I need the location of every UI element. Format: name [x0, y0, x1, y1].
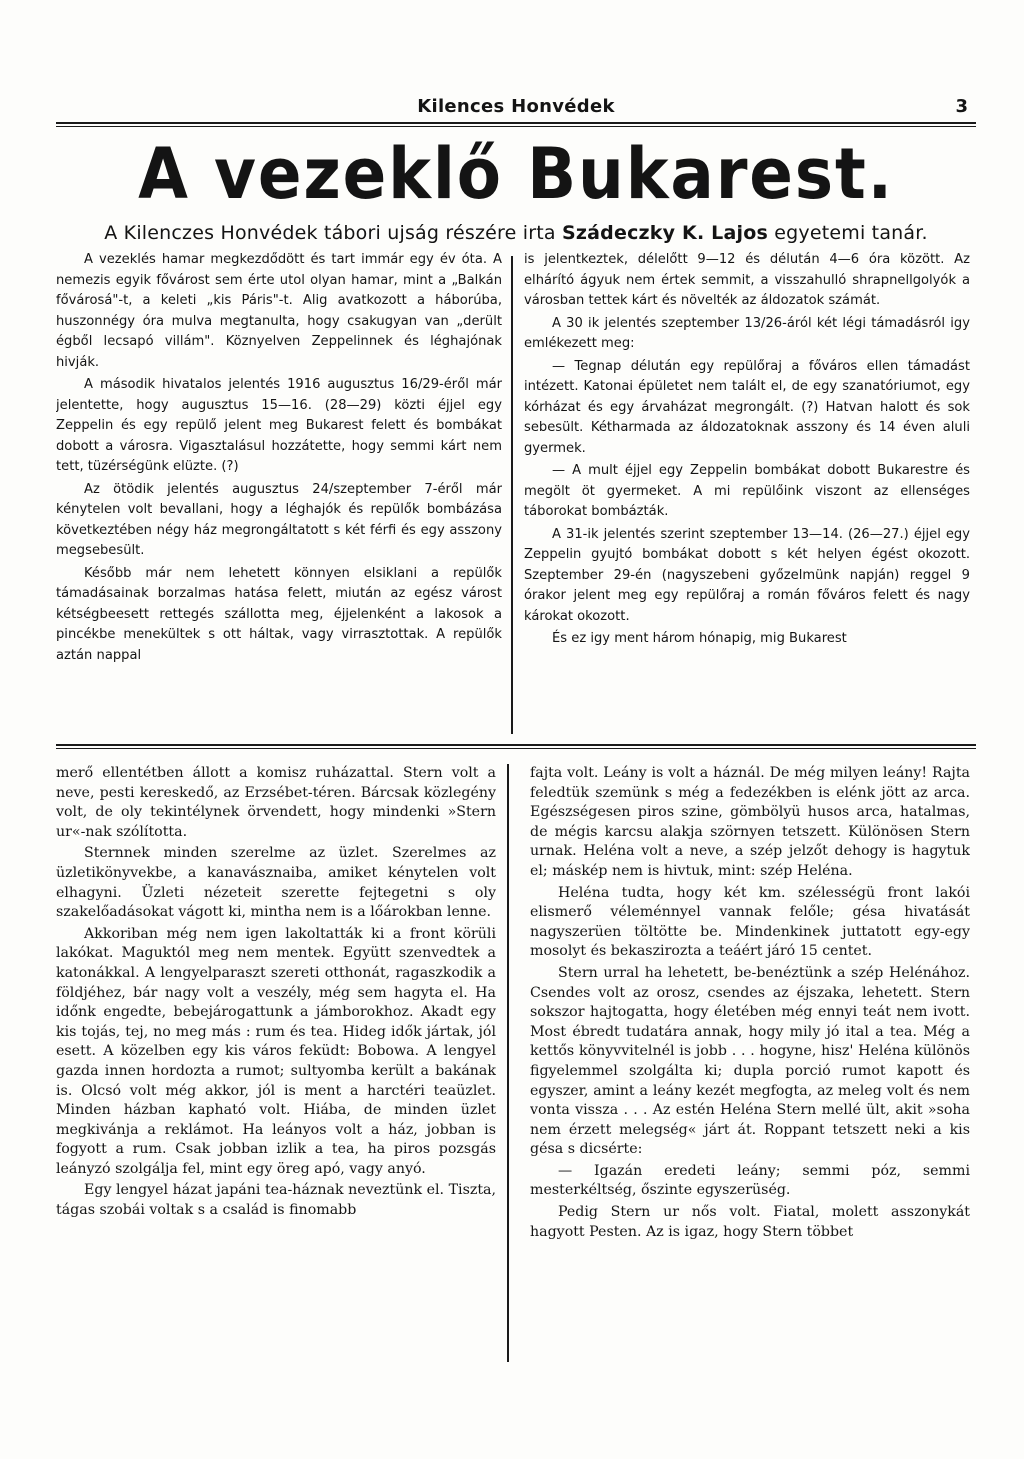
story-right-column	[530, 764, 970, 1364]
article-column-divider	[511, 256, 513, 734]
article-paragraph: — Tegnap délután egy repülőraj a főváros ellen támadást intézett. Katonai épületet nem talált el, de egy szanatóriumot, egy kórházat és egy árvaházat megrongált. (?) Hatvan halott és sok sebesült. Kétharmada az áldozatoknak asszony és 14 éven aluli gyermek.	[524, 358, 970, 456]
story-paragraph: Heléna tudta, hogy két km. szélességü front lakói elismerő véleménnyel vannak felőle; gésa hivatását nagyszerüen töltötte be. Mindenkinek juttatott egy-egy mosolyt és bekaszirozta a teáért járó 15 centet.	[530, 884, 970, 960]
byline-prefix: A Kilenczes Honvédek tábori ujság részére irta	[104, 222, 556, 244]
story-paragraph: Egy lengyel házat japáni tea-háznak neveztünk el. Tiszta, tágas szobái voltak s a család is finomabb	[56, 1182, 496, 1219]
article-paragraph: A 30 ik jelentés szeptember 13/26-áról két légi támadásról igy emlékezett meg:	[524, 315, 970, 351]
story-paragraph: Stern urral ha lehetett, be-benéztünk a szép Helénához. Csendes volt az orosz, csendes az éjszaka, lehetett. Stern sokszor hajtogatta, hogy életében még ennyi teát nem ivott. Most ébredt tudatára annak, hogy mily jó ital a tea. Még a kettős könyvvitelnél is jobb . . . hogyne, hisz' Heléna különös figyelemmel szolgálta ki; dupla porció rumot kapott és egyszer, amint a leány kezét megfogta, az meleg volt és nem vonta vissza . . . Az estén Heléna Stern mellé ült, akit »soha nem érzett melegség« járt át. Roppant tetszett neki a kis gésa s dicsérte:	[530, 964, 970, 1158]
story-paragraph: Akkoriban még nem igen lakoltatták ki a front körüli lakókat. Maguktól meg nem mentek. Együtt szenvedtek a katonákkal. A lengyelparaszt szereti otthonát, ragaszkodik a földjéhez, bár nagy volt a veszély, még sem hagyta el. Ha időnk engedte, bebejárogattunk a jámborokhoz. Akadt egy kis tojás, tej, no meg más : rum és tea. Hideg idők jártak, jól esett. A közelben egy kis város feküdt: Bobowa. A lengyel gazda innen hordozta a rumot; sultyomba került a bakának is. Olcsó volt még akkor, jól is ment a harctéri teaüzlet. Minden házban kapható volt. Hiába, de minden üzlet megkivánja a reklámot. Ha leányos volt a ház, jobban is fogyott a rum. Csak jobban izlik a tea, ha piros pozsgás leányzó szolgálja fel, mint egy öreg apó, vagy anyó.	[56, 925, 496, 1177]
header-rule-thin	[56, 126, 976, 127]
story-column-divider	[507, 764, 509, 1362]
article-paragraph: Később már nem lehetett könnyen elsiklani a repülők támadásainak borzalmas hatása felett, miután az egész várost kétségbeesett rettegés szállotta meg, éjjelenként a lakosok a pincékbe menekültek s ott háltak, vagy virrasztottak. A repülők aztán nappal	[56, 565, 502, 663]
article-paragraph: is jelentkeztek, délelőtt 9—12 és délután 4—6 óra között. Az elhárító ágyuk nem értek semmit, a visszahulló shrapnellgolyók a városban tettek kárt és növelték az áldozatok számát.	[524, 252, 970, 308]
header-rule	[56, 122, 976, 124]
story-paragraph: fajta volt. Leány is volt a háznál. De még milyen leány! Rajta feledtük szemünk s még a fedezékben is elénk jött az arca. Egészségesen piros szine, gömbölyü husos arca, hatalmas, de mégis karcsu alakja szörnyen tetszett. Különösen Stern urnak. Heléna volt a neve, a szép jelzőt dehogy is hagytuk el; máskép nem is hivtuk, mint: szép Heléna.	[530, 765, 970, 879]
article-headline: A vezeklő Bukarest.	[138, 133, 894, 215]
story-paragraph: merő ellentétben állott a komisz ruházattal. Stern volt a neve, pesti kereskedő, az Erzsébet-téren. Bárcsak közlegény volt, de oly tekintélynek örvendett, hogy mindenki »Stern ur«-nak szólította.	[56, 765, 496, 840]
article-paragraph: És ez igy ment három hónapig, mig Bukarest	[552, 631, 847, 646]
article-byline	[56, 222, 976, 244]
story-paragraph: Pedig Stern ur nős volt. Fiatal, molett asszonykát hagyott Pesten. Az is igaz, hogy Stern többet	[530, 1204, 970, 1240]
story-left-column	[56, 764, 496, 1364]
article-paragraph: A második hivatalos jelentés 1916 augusztus 16/29-éről már jelentette, hogy augusztus 15—16. (28—29) közti éjjel egy Zeppelin és egy repülő jelent meg Bukarest felett és bombákat dobott a városra. Vigasztalásul hozzátette, hogy semmi kárt nem tett, tüzérségünk elüzte. (?)	[56, 377, 502, 474]
section-rule-thin	[56, 748, 976, 749]
article-paragraph: A vezeklés hamar megkezdődött és tart immár egy év óta. A nemezis egyik fővárost sem érte utol olyan hamar, mint a „Balkán fővárosá"-t, a keleti „kis Páris"-t. Alig avatkozott a háborúba, huszonnégy óra mulva megtanulta, hogy csakugyan van „derült égből lecsapó villám". Köznyelven Zeppelinnek és léghajónak hivják.	[56, 252, 502, 370]
section-rule	[56, 744, 976, 746]
article-paragraph: A 31-ik jelentés szerint szeptember 13—14. (26—27.) éjjel egy Zeppelin gyujtó bombákat dobott s két helyen égést okozott. Szeptember 29-én (nagyszebeni győzelmünk napján) reggel 9 órakor jelent meg egy repülőraj a román főváros felett és nagy károkat okozott.	[524, 526, 970, 624]
article-left-column	[56, 250, 502, 738]
article-right-column	[524, 250, 970, 738]
page-number: 3	[955, 96, 968, 117]
story-paragraph: — Igazán eredeti leány; semmi póz, semmi mesterkéltség, őszinte egyszerüség.	[530, 1162, 970, 1199]
byline-suffix: egyetemi tanár.	[774, 222, 928, 244]
byline-author: Szádeczky K. Lajos	[562, 222, 768, 244]
newspaper-title: Kilences Honvédek	[417, 96, 615, 117]
article-paragraph: — A mult éjjel egy Zeppelin bombákat dobott Bukarestre és megölt öt gyermeket. A mi repülőink viszont az ellenséges táborokat bombázták.	[524, 463, 970, 519]
page-header	[56, 96, 976, 122]
article-paragraph: Az ötödik jelentés augusztus 24/szeptember 7-éről már kénytelen volt bevallani, hogy a léghajók és repülők bombázása következtében négy ház megrongáltatott s két férfi és egy asszony megsebesült.	[56, 481, 502, 558]
story-paragraph: Sternnek minden szerelme az üzlet. Szerelmes az üzletikönyvekbe, a kanavásznaiba, amiket kénytelen volt elhagyni. Üzleti nézeteit szerette fejtegetni s oly szakelőadásokat vágott ki, mintha nem is a lőárokban lenne.	[56, 845, 496, 921]
